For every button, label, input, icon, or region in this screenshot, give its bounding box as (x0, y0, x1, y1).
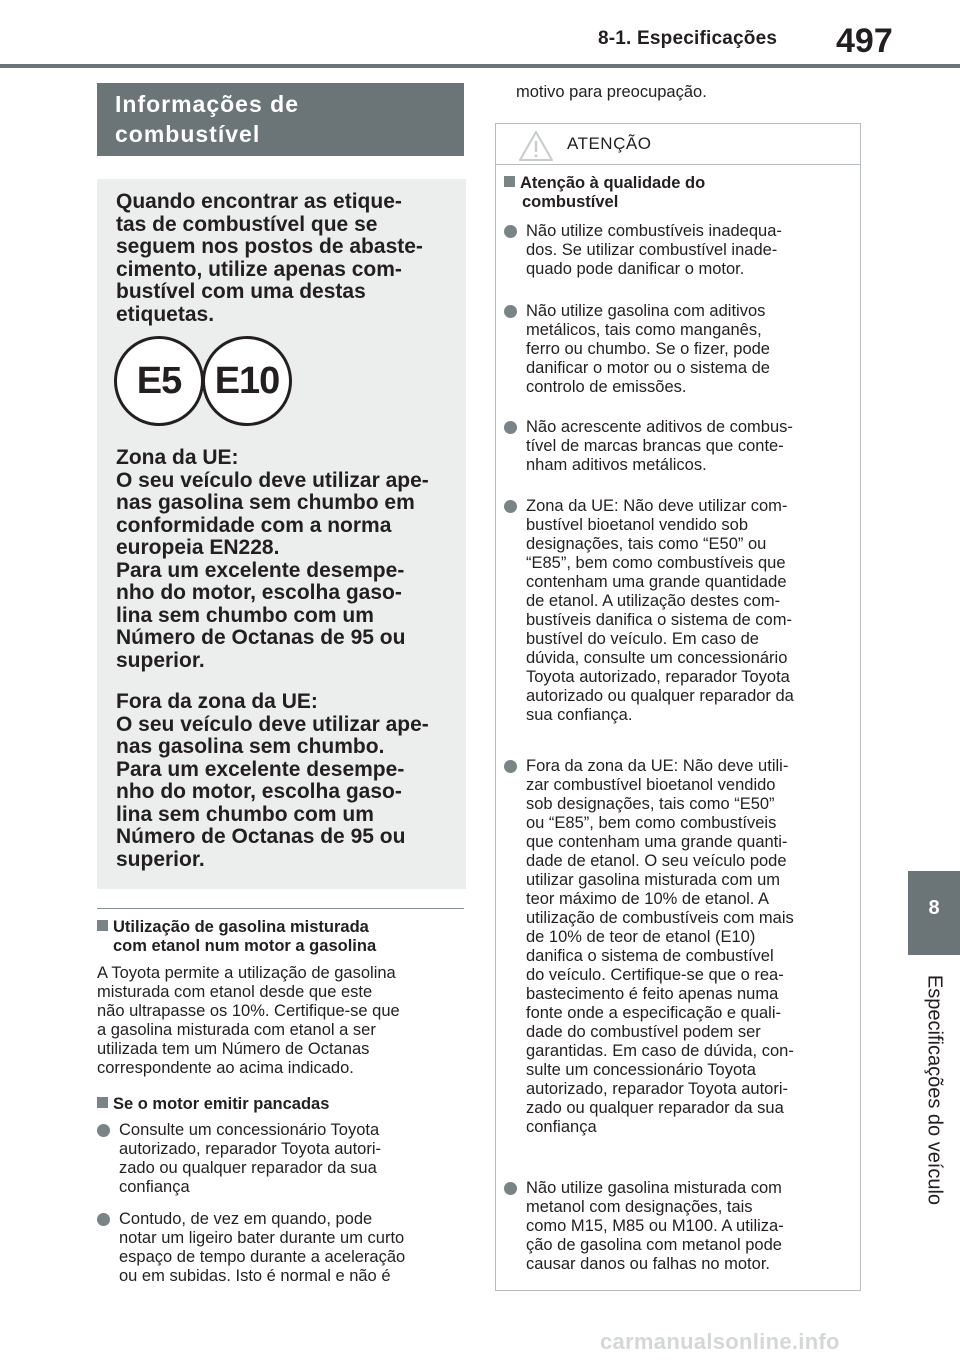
text-line: autorizado, reparador Toyota autori- (526, 1080, 789, 1098)
text-line: bustível bioetanol vendido sob (526, 516, 748, 534)
text-line: de 10% de teor de etanol (E10) (526, 928, 756, 946)
text-line: correspondente ao acima indicado. (97, 1059, 354, 1077)
text-line: Não acrescente aditivos de combus- (526, 418, 793, 436)
bullet-text (119, 1121, 381, 1197)
text-line: Zona da UE: (116, 446, 239, 469)
text-line: dade do combustível podem ser (526, 1023, 761, 1041)
continuation-text: motivo para preocupação. (516, 83, 707, 101)
fuel-intro-text (116, 191, 456, 326)
section-divider (97, 908, 464, 909)
warning-triangle-icon (518, 130, 554, 162)
text-line: utilizar gasolina misturada com um (526, 871, 781, 889)
text-line: Número de Octanas de 95 ou (116, 626, 406, 649)
text-line: utilização de combustíveis com mais (526, 909, 794, 927)
e10-label: E10 (202, 336, 292, 426)
bullet-dot-icon (97, 1213, 110, 1226)
text-line: Zona da UE: Não deve utilizar com- (526, 497, 788, 515)
text-line: sulte um concessionário Toyota (526, 1061, 756, 1079)
text-line: sua confiança. (526, 706, 633, 724)
text-line: de etanol. A utilização destes com- (526, 592, 781, 610)
text-line: controlo de emissões. (526, 378, 687, 396)
text-line: tas de combustível que se (116, 212, 378, 236)
text-line: nas gasolina sem chumbo. (116, 735, 385, 758)
text-line: fonte onde a especificação e quali- (526, 1004, 782, 1022)
text-line: superior. (116, 648, 205, 672)
text-line: sob designações, tais como “E50” (526, 795, 775, 813)
bullet-text (526, 418, 793, 475)
text-line: bastecimento é feito apenas numa (526, 985, 779, 1003)
text-line: Não utilize gasolina misturada com (526, 1179, 782, 1197)
text-line: Toyota autorizado, reparador Toyota (526, 668, 790, 686)
non-eu-zone-text (116, 691, 456, 871)
heading-line (97, 918, 464, 937)
text-line: utilizada tem um Número de Octanas (97, 1040, 370, 1058)
square-bullet-icon (97, 1097, 108, 1108)
text-line: do veículo. Certifique-se que o rea- (526, 966, 784, 984)
fuel-info-box (97, 179, 466, 889)
text-line: ferro ou chumbo. Se o fizer, pode (526, 340, 770, 358)
fuel-labels (114, 336, 294, 426)
text-line: bustível com uma destas (116, 280, 366, 303)
bullet-dot-icon (504, 421, 517, 434)
bullet-text (526, 1179, 784, 1274)
text-line: quado pode danificar o motor. (526, 260, 745, 278)
bullet-text (526, 757, 794, 1137)
text-line: danificar o motor ou o sistema de (526, 359, 770, 377)
text-line: O seu veículo deve utilizar ape- (116, 468, 429, 492)
header-rule (0, 64, 960, 68)
text-line: Para um excelente desempe- (116, 757, 405, 781)
text-line: Para um excelente desempe- (116, 558, 405, 582)
text-line: europeia EN228. (116, 536, 280, 559)
text-line: zado ou qualquer reparador da sua (526, 1099, 784, 1117)
text-line: nas gasolina sem chumbo em (116, 491, 415, 514)
text-line: etiquetas. (116, 302, 215, 326)
text-line: dúvida, consulte um concessionário (526, 649, 788, 667)
text-line: A Toyota permite a utilização de gasolina (97, 964, 396, 982)
bullet-dot-icon (504, 225, 517, 238)
text-line: Fora da zona da UE: Não deve utili- (526, 757, 789, 775)
bullet-text (526, 222, 782, 279)
heading-line: combustível (115, 121, 261, 147)
bullet-dot-icon (504, 760, 517, 773)
warning-title: ATENÇÃO (567, 134, 652, 153)
eu-zone-text (116, 447, 456, 672)
text-line: dos. Se utilizar combustível inade- (526, 241, 778, 259)
text-line: lina sem chumbo com um (116, 603, 374, 627)
bullet-dot-icon (504, 305, 517, 318)
bullet-text (526, 497, 794, 725)
text-line: confiança (526, 1118, 597, 1136)
text-line: como M15, M85 ou M100. A utiliza- (526, 1217, 784, 1235)
text-line: Não utilize combustíveis inadequa- (526, 222, 782, 240)
heading-line (504, 174, 854, 193)
text-line: dade de etanol. O seu veículo pode (526, 852, 787, 870)
text-line: misturada com etanol desde que este (97, 983, 373, 1001)
text-line: O seu veículo deve utilizar ape- (116, 712, 429, 736)
ethanol-body (97, 964, 464, 1078)
ethanol-heading (97, 918, 464, 956)
text-line: bustíveis danifica o sistema de com- (526, 611, 792, 629)
text-line: metanol com designações, tais (526, 1198, 753, 1216)
bullet-dot-icon (504, 500, 517, 513)
heading-line: com etanol num motor a gasolina (113, 937, 377, 955)
e5-label: E5 (114, 336, 204, 426)
text-line: notar um ligeiro bater durante um curto (119, 1229, 405, 1247)
square-bullet-icon (504, 176, 515, 187)
bullet-dot-icon (97, 1124, 110, 1137)
text-line: superior. (116, 847, 205, 871)
heading-line: Informações de (115, 91, 299, 117)
text-line: nho do motor, escolha gaso- (116, 581, 402, 604)
warning-subheading (504, 174, 854, 212)
text-line: nho do motor, escolha gaso- (116, 780, 402, 803)
text-line: Contudo, de vez em quando, pode (119, 1210, 373, 1228)
page-number: 497 (836, 22, 893, 60)
bullet-text (526, 302, 770, 397)
text-line: causar danos ou falhas no motor. (526, 1255, 770, 1273)
text-line: designações, tais como “E50” ou (526, 535, 767, 553)
section-title: 8-1. Especificações (598, 28, 778, 49)
text-line: tível de marcas brancas que conte- (526, 437, 784, 455)
watermark: carmanualsonline.info (600, 1329, 840, 1354)
chapter-label: Especificações do veículo (923, 974, 946, 1206)
text-line: danifica o sistema de combustível (526, 947, 774, 965)
text-line: autorizado ou qualquer reparador da (526, 687, 794, 705)
text-line: teor máximo de 10% de etanol. A (526, 890, 770, 908)
heading-line: combustível (522, 193, 619, 211)
text-line: autorizado, reparador Toyota autori- (119, 1140, 382, 1158)
text-line: ção de gasolina com metanol pode (526, 1236, 782, 1254)
text-line: Quando encontrar as etique- (116, 190, 402, 213)
text-line: bustível do veículo. Em caso de (526, 630, 759, 648)
text-line: não ultrapasse os 10%. Certifique-se que (97, 1002, 400, 1020)
text-line: espaço de tempo durante a aceleração (119, 1248, 406, 1266)
heading-text: Utilização de gasolina misturada (113, 918, 369, 936)
text-line: Fora da zona da UE: (116, 690, 318, 713)
square-bullet-icon (97, 920, 108, 931)
text-line: a gasolina misturada com etanol a ser (97, 1021, 376, 1039)
text-line: garantidas. Em caso de dúvida, con- (526, 1042, 794, 1060)
text-line: “E85”, bem como combustíveis que (526, 554, 786, 572)
text-line: ou em subidas. Isto é normal e não é (119, 1267, 391, 1285)
text-line: nham aditivos metálicos. (526, 456, 707, 474)
text-line: ou “E85”, bem como combustíveis (526, 814, 777, 832)
text-line: Número de Octanas de 95 ou (116, 825, 406, 848)
knock-heading (97, 1095, 464, 1114)
text-line: seguem nos postos de abaste- (116, 235, 423, 258)
fuel-info-heading (97, 83, 464, 156)
text-line: Não utilize gasolina com aditivos (526, 302, 766, 320)
text-line: cimento, utilize apenas com- (116, 257, 402, 281)
text-line: Consulte um concessionário Toyota (119, 1121, 380, 1139)
text-line: contenham uma grande quantidade (526, 573, 787, 591)
bullet-text (119, 1210, 405, 1286)
text-line: lina sem chumbo com um (116, 802, 374, 826)
text-line: conformidade com a norma (116, 513, 392, 537)
heading-text: Atenção à qualidade do (520, 174, 706, 192)
bullet-dot-icon (504, 1182, 517, 1195)
text-line: confiança (119, 1178, 190, 1196)
text-line: metálicos, tais como manganês, (526, 321, 762, 339)
chapter-number: 8 (928, 897, 940, 919)
heading-text: Se o motor emitir pancadas (113, 1095, 330, 1113)
text-line: zado ou qualquer reparador da sua (119, 1159, 377, 1177)
fuel-info-heading-text (115, 89, 455, 149)
text-line: que contenham uma grande quanti- (526, 833, 788, 851)
text-line: zar combustível bioetanol vendido (526, 776, 776, 794)
